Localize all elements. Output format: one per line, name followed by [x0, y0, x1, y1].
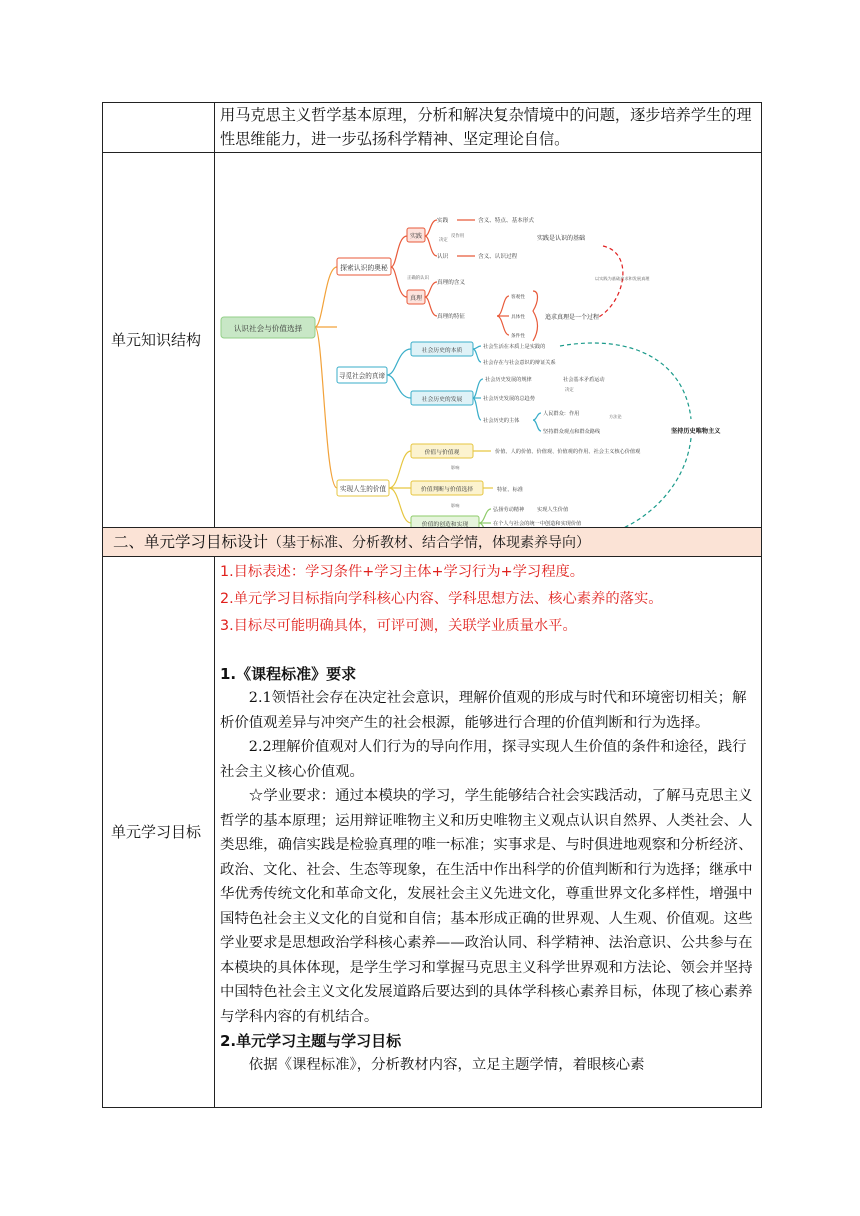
goal-rule-2: 2.单元学习目标指向学科核心内容、学科思想方法、核心素养的落实。: [220, 591, 663, 607]
mindmap-branch-1: 探索认识的奥秘: [340, 264, 388, 272]
intro-text: 用马克思主义哲学基本原理，分析和解决复杂情境中的问题，逐步培养学生的理性思维能力，进一步弘扬科学精神、坚定理论自信。: [220, 106, 752, 148]
mindmap-history-essence: 社会历史的本质: [421, 348, 463, 354]
theme-goals-text: 依据《课程标准》，分析教材内容，立足主题学情，着眼核心素: [248, 1057, 645, 1073]
mindmap-feature-1: 客观性: [511, 295, 525, 300]
mindmap-mass-line: 坚持群众观点和群众路线: [543, 429, 601, 435]
standard-2-1: 2.1领悟社会存在决定社会意识，理解价值观的形成与时代和环境密切相关；解析价值观差异与冲突产生的社会根源，能够进行合理的价值判断和行为选择。: [220, 690, 747, 731]
mindmap-influence-label-1: 影响: [451, 465, 460, 470]
mindmap-cognition-desc: 含义、认识过程: [478, 254, 518, 260]
mindmap-methodology-label: 方法论: [609, 414, 622, 419]
mindmap-influence-label-2: 影响: [451, 503, 460, 508]
mindmap-history-subject: 社会历史的主体: [483, 418, 520, 424]
mindmap-cell: [215, 153, 761, 527]
theme-goals-heading: 2.单元学习主题与学习目标: [220, 1032, 402, 1050]
mindmap-practice: 实践: [409, 233, 423, 240]
mindmap-right-label: 正确的认识: [407, 276, 429, 281]
mindmap-dev-trend: 社会历史发展的总趋势: [483, 396, 535, 402]
mindmap-cognition-node: 认识: [437, 254, 449, 260]
table-row-learning-goals: [103, 557, 761, 1107]
intro-cell: [215, 103, 761, 152]
learning-goals-label-cell: [103, 557, 215, 1107]
mindmap-branch-3: 实现人生的价值: [339, 485, 387, 493]
mindmap-truth-meaning: 真理的含义: [437, 280, 465, 286]
mindmap-feature-2: 具体性: [511, 315, 525, 320]
mindmap-practice-desc: 含义、特点、基本形式: [478, 218, 534, 224]
mindmap-unity-value: 在个人与社会的统一中创造和实现价值: [493, 521, 582, 527]
goal-rule-1: 1.目标表述：学习条件+学习主体+学习行为+学习程度。: [220, 564, 585, 580]
section-header-note: （基于标准、分析教材、结合学情，体现素养导向）: [268, 535, 591, 551]
knowledge-structure-label: 单元知识结构: [111, 330, 202, 349]
mindmap-practice-node: 实践: [437, 218, 449, 224]
learning-goals-cell: [215, 557, 761, 1107]
standards-heading: 1.《课程标准》要求: [220, 665, 357, 683]
empty-label-cell: [103, 103, 215, 152]
mindmap-labor-spirit: 弘扬劳动精神: [493, 507, 525, 513]
mindmap-react-label: 反作用: [451, 234, 465, 239]
table-row-knowledge-structure: [103, 153, 761, 528]
knowledge-structure-label-cell: [103, 153, 215, 527]
mindmap-decide-label-2: 决定: [565, 388, 574, 393]
table-row-intro: [103, 103, 761, 153]
unit-design-table: [102, 102, 762, 1108]
mindmap-history-dev: 社会历史的发展: [421, 397, 463, 403]
mindmap-create-node: 价值的创造和实现: [421, 522, 469, 527]
section-header: [103, 528, 761, 556]
mindmap-truth: 真理: [409, 295, 423, 302]
mindmap-judge-node: 价值判断与价值选择: [420, 487, 474, 493]
table-row-section-header: [103, 528, 761, 557]
learning-goals-label: 单元学习目标: [111, 822, 202, 841]
mindmap-people-role: 人民群众：作用: [543, 411, 580, 417]
mindmap-historical-materialism: 坚持历史唯物主义: [671, 428, 721, 435]
academic-requirements: ☆学业要求：通过本模块的学习，学生能够结合社会实践活动，了解马克思主义哲学的基本原理；运用辩证唯物主义和历史唯物主义观点认识自然界、人类社会、人类思维，确信实践是检验真理的唯一标准；实事求是、与时俱进地观察和分析经济、政治、文化、社会、生态等现象，在生活中作出科学的价值判断和行为选择；继承中华优秀传统文化和革命文化，发展社会主义先进文化，尊重世界文化多样性，增强中国特色社会主义文化的自觉和自信；基本形成正确的世界观、人生观、价值观。这些学业要求是思想政治学科核心素养——政治认同、科学精神、法治意识、公共参与在本模块的具体体现，是学生学习和掌握马克思主义科学世界观和方法论、领会并坚持中国特色社会主义文化发展道路后要达到的具体学科核心素养目标，体现了核心素养与学科内容的有机结合。: [220, 788, 753, 1025]
mindmap-value-node: 价值与价值观: [424, 450, 460, 456]
mindmap-truth-feature: 真理的特征: [437, 314, 465, 320]
mindmap-essence-1: 社会生活在本质上是实践的: [483, 344, 546, 350]
mindmap-branch-2: 寻觅社会的真谛: [338, 372, 386, 380]
mindmap-essence-2: 社会存在与社会意识的辩证关系: [483, 360, 556, 366]
section-header-title: 二、单元学习目标设计: [113, 533, 269, 551]
standard-2-2: 2.2理解价值观对人们行为的导向作用，探寻实现人生价值的条件和途径，践行社会主义核心价值观。: [220, 739, 747, 780]
mindmap-practice-basis: 实践是认识的基础: [537, 235, 586, 242]
knowledge-mindmap: [215, 153, 759, 527]
goal-rule-3: 3.目标尽可能明确具体，可评可测，关联学业质量水平。: [220, 618, 577, 634]
mindmap-root: 认识社会与价值选择: [233, 324, 303, 333]
mindmap-value-desc: 价值、人的价值、价值观、价值观的作用、社会主义核心价值观: [495, 449, 641, 455]
mindmap-basic-contradiction: 社会基本矛盾运动: [563, 377, 605, 383]
mindmap-truth-note: 以实践为基础追求和发展真理: [595, 276, 650, 281]
mindmap-dev-law: 社会历史发展的规律: [485, 377, 532, 383]
mindmap-judge-desc: 特征、标准: [497, 487, 523, 493]
mindmap-truth-process: 追求真理是一个过程: [545, 314, 600, 321]
mindmap-feature-3: 条件性: [511, 334, 525, 339]
mindmap-realize-value: 实现人生价值: [537, 507, 569, 513]
mindmap-decide-label: 决定: [439, 238, 448, 243]
